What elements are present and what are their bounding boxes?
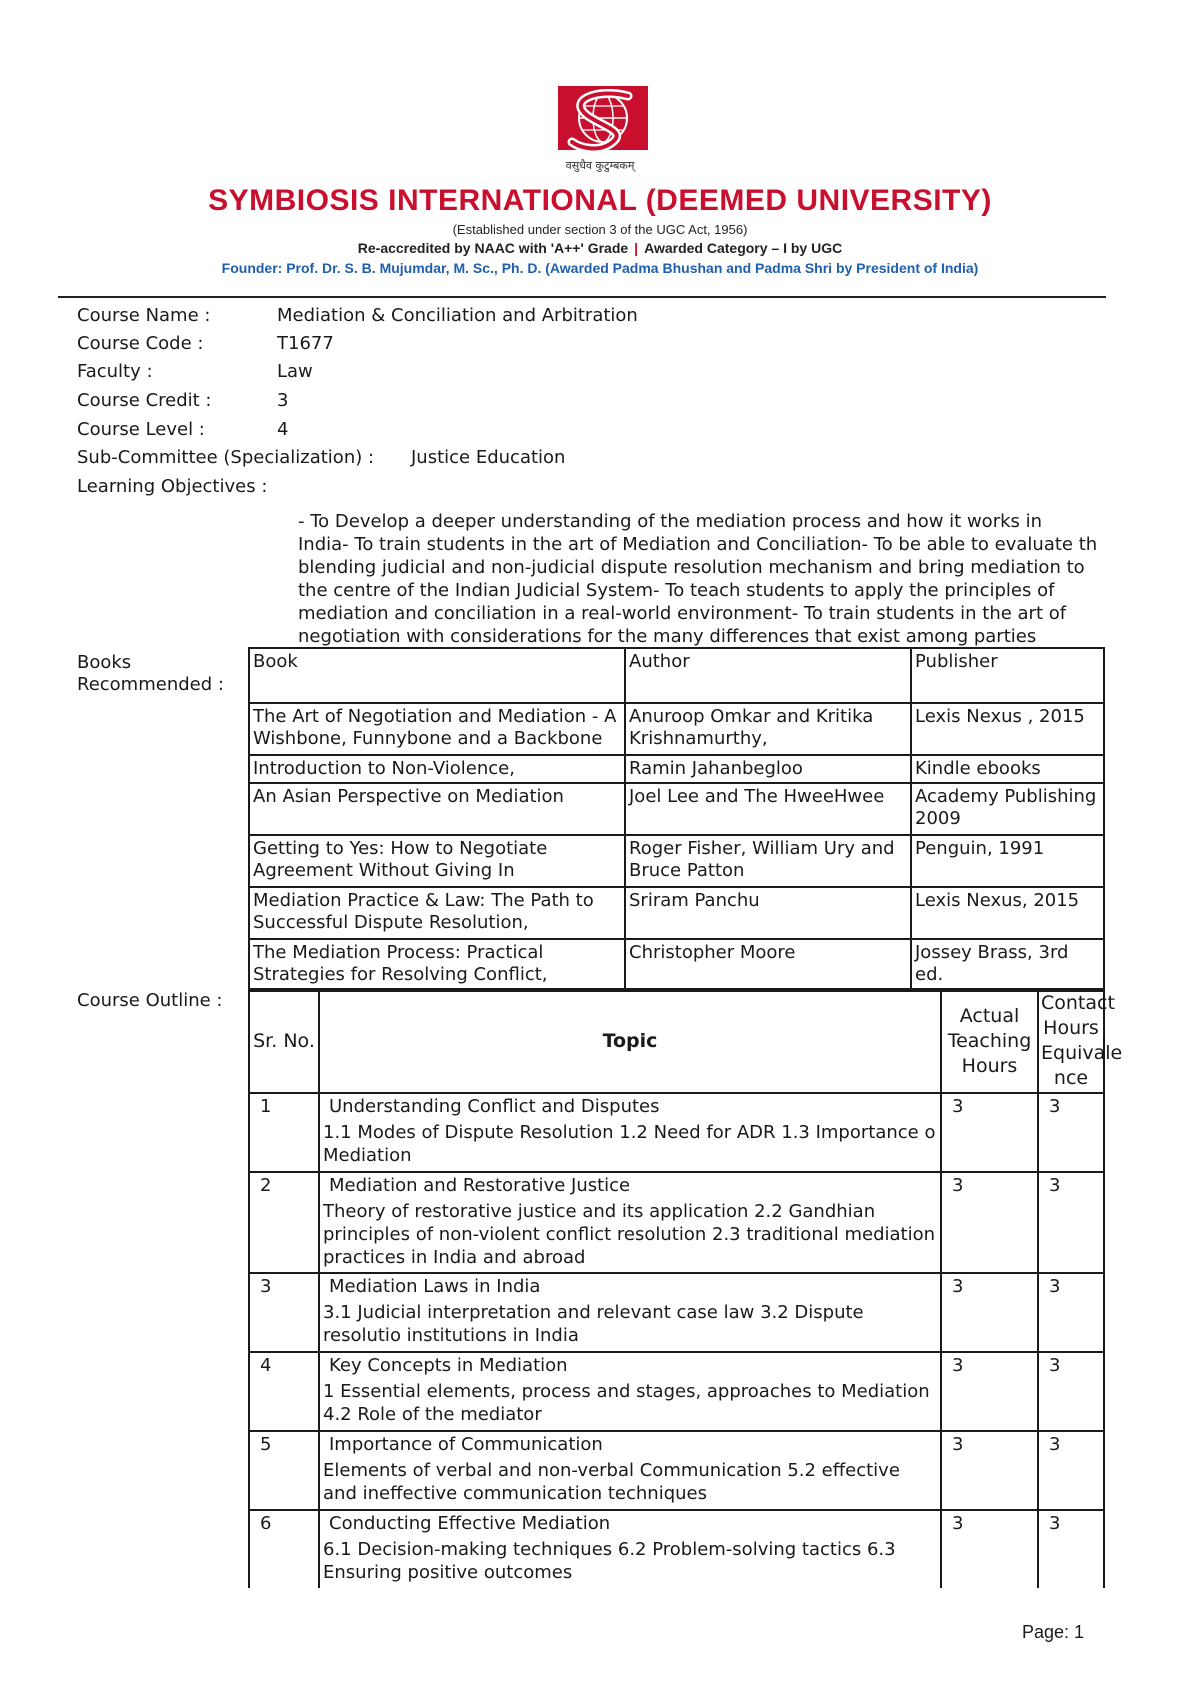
table-row [249, 887, 1104, 939]
course-outline-label: Course Outline : [77, 990, 223, 1011]
outline-contact-hours: 3 [1038, 1431, 1104, 1510]
book-title: An Asian Perspective on Mediation [253, 786, 564, 807]
outline-actual-hours: 3 [941, 1172, 1038, 1273]
table-row [249, 783, 1104, 835]
outline-sr-no: 4 [249, 1352, 319, 1431]
book-author: Anuroop Omkar and Kritika Krishnamurthy, [629, 706, 874, 749]
outline-contact-hours: 3 [1038, 1510, 1104, 1588]
table-row [249, 1273, 1104, 1352]
course-outline-table [248, 988, 1123, 1588]
book-title: Getting to Yes: How to Negotiate Agreement Without Giving In [253, 838, 548, 881]
books-header-book: Book [249, 648, 625, 703]
book-publisher: Academy Publishing 2009 [915, 786, 1097, 829]
learning-objectives-label: Learning Objectives : [77, 476, 268, 497]
outline-topic-desc: Theory of restorative justice and its application 2.2 Gandhian principles of non-violent conflict resolution 2.3 traditional mediation practices in India and abroad [323, 1201, 936, 1268]
table-row [249, 835, 1104, 887]
learning-objectives-row [77, 476, 267, 498]
learning-objectives-text: - To Develop a deeper understanding of the mediation process and how it works in India- To train students in the art of Mediation and Conciliation- To be able to evaluate th blending judicial and non-judicial dispute resolution mechanism and bring mediation to the centre of the Indian Judicial System- To teach students to apply the principles of mediation and conciliation in a real-world environment- To train students in the art of negotiation with considerations for the many differences that exist among parties [298, 511, 1098, 647]
outline-actual-hours: 3 [941, 1093, 1038, 1172]
book-publisher: Lexis Nexus , 2015 [915, 706, 1085, 727]
course-name-value: Mediation & Conciliation and Arbitration [277, 305, 638, 326]
course-code-row [77, 333, 334, 355]
faculty-label: Faculty : [77, 361, 153, 382]
faculty-row [77, 361, 313, 383]
outline-topic-title: Mediation Laws in India [329, 1276, 541, 1297]
accreditation-separator: | [634, 240, 639, 256]
outline-contact-hours: 3 [1038, 1352, 1104, 1431]
outline-sr-no: 1 [249, 1093, 319, 1172]
book-publisher: Kindle ebooks [915, 758, 1041, 779]
outline-topic-desc: 1 Essential elements, process and stages, approaches to Mediation 4.2 Role of the mediator [323, 1381, 930, 1425]
books-recommended-label: Books Recommended : [77, 652, 224, 695]
course-level-row [77, 419, 289, 441]
outline-sr-no: 2 [249, 1172, 319, 1273]
table-row [249, 1093, 1104, 1172]
outline-topic-title: Mediation and Restorative Justice [329, 1175, 631, 1196]
book-publisher: Jossey Brass, 3rd ed. [915, 942, 1069, 985]
book-author: Sriram Panchu [629, 890, 760, 911]
table-row [249, 1510, 1104, 1588]
accreditation-naac: Re-accredited by NAAC with 'A++' Grade [357, 240, 629, 256]
establishment-note: (Established under section 3 of the UGC Act, 1956) [452, 222, 748, 237]
book-title: Introduction to Non-Violence, [253, 758, 515, 779]
page-number: Page: 1 [1022, 1622, 1085, 1642]
outline-header-sr-no: Sr. No. [249, 989, 319, 1093]
outline-topic-title: Key Concepts in Mediation [329, 1355, 568, 1376]
outline-topic-title: Conducting Effective Mediation [329, 1513, 611, 1534]
course-code-value: T1677 [277, 333, 334, 354]
subcommittee-value: Justice Education [411, 447, 566, 468]
books-header-row [249, 648, 1104, 703]
outline-topic-title: Importance of Communication [329, 1434, 603, 1455]
founder-line: Founder: Prof. Dr. S. B. Mujumdar, M. Sc., Ph. D. (Awarded Padma Bhushan and Padma Shri by President of India) [221, 260, 979, 276]
books-header-publisher: Publisher [911, 648, 1104, 703]
book-author: Joel Lee and The HweeHwee [629, 786, 885, 807]
outline-contact-hours: 3 [1038, 1273, 1104, 1352]
university-motto: वसुधैव कुटुम्बकम् [565, 159, 635, 172]
table-row [249, 755, 1104, 783]
book-title: Mediation Practice & Law: The Path to Successful Dispute Resolution, [253, 890, 594, 933]
outline-topic-desc: 6.1 Decision-making techniques 6.2 Problem-solving tactics 6.3 Ensuring positive outcomes [323, 1539, 896, 1583]
book-publisher: Penguin, 1991 [915, 838, 1045, 859]
subcommittee-row [77, 447, 566, 469]
course-name-row [77, 305, 638, 327]
book-author: Ramin Jahanbegloo [629, 758, 803, 779]
book-title: The Mediation Process: Practical Strategies for Resolving Conflict, [253, 942, 548, 985]
outline-topic-desc: Elements of verbal and non-verbal Communication 5.2 effective and ineffective communication techniques [323, 1460, 900, 1504]
outline-actual-hours: 3 [941, 1431, 1038, 1510]
table-row [249, 1352, 1104, 1431]
outline-header-contact-hours: Contact Hours Equivale nce [1038, 989, 1104, 1093]
book-author: Christopher Moore [629, 942, 796, 963]
books-table [248, 647, 1105, 992]
table-row [249, 1431, 1104, 1510]
outline-header-row [249, 989, 1104, 1093]
course-credit-value: 3 [277, 390, 289, 411]
header-divider [58, 296, 1106, 298]
outline-topic-desc: 1.1 Modes of Dispute Resolution 1.2 Need for ADR 1.3 Importance o Mediation [323, 1122, 936, 1166]
outline-topic-title: Understanding Conflict and Disputes [329, 1096, 660, 1117]
books-header-author: Author [625, 648, 911, 703]
outline-sr-no: 6 [249, 1510, 319, 1588]
outline-contact-hours: 3 [1038, 1093, 1104, 1172]
outline-sr-no: 3 [249, 1273, 319, 1352]
course-code-label: Course Code : [77, 333, 204, 354]
outline-actual-hours: 3 [941, 1510, 1038, 1588]
table-row [249, 703, 1104, 755]
course-level-value: 4 [277, 419, 289, 440]
faculty-value: Law [277, 361, 313, 382]
book-title: The Art of Negotiation and Mediation - A Wishbone, Funnybone and a Backbone [253, 706, 617, 749]
subcommittee-label: Sub-Committee (Specialization) : [77, 447, 375, 468]
outline-header-actual-hours: Actual Teaching Hours [941, 989, 1038, 1093]
course-credit-label: Course Credit : [77, 390, 212, 411]
course-credit-row [77, 390, 289, 412]
accreditation-ugc: Awarded Category – I by UGC [644, 240, 843, 256]
outline-sr-no: 5 [249, 1431, 319, 1510]
outline-actual-hours: 3 [941, 1352, 1038, 1431]
course-name-label: Course Name : [77, 305, 211, 326]
book-publisher: Lexis Nexus, 2015 [915, 890, 1080, 911]
outline-contact-hours: 3 [1038, 1172, 1104, 1273]
university-name: SYMBIOSIS INTERNATIONAL (DEEMED UNIVERSITY) [208, 184, 992, 217]
book-author: Roger Fisher, William Ury and Bruce Patton [629, 838, 895, 881]
outline-topic-desc: 3.1 Judicial interpretation and relevant case law 3.2 Dispute resolutio institutions in India [323, 1302, 864, 1346]
course-level-label: Course Level : [77, 419, 205, 440]
table-row [249, 939, 1104, 991]
outline-actual-hours: 3 [941, 1273, 1038, 1352]
table-row [249, 1172, 1104, 1273]
accreditation-line [0, 240, 1200, 256]
outline-header-topic: Topic [319, 989, 941, 1093]
